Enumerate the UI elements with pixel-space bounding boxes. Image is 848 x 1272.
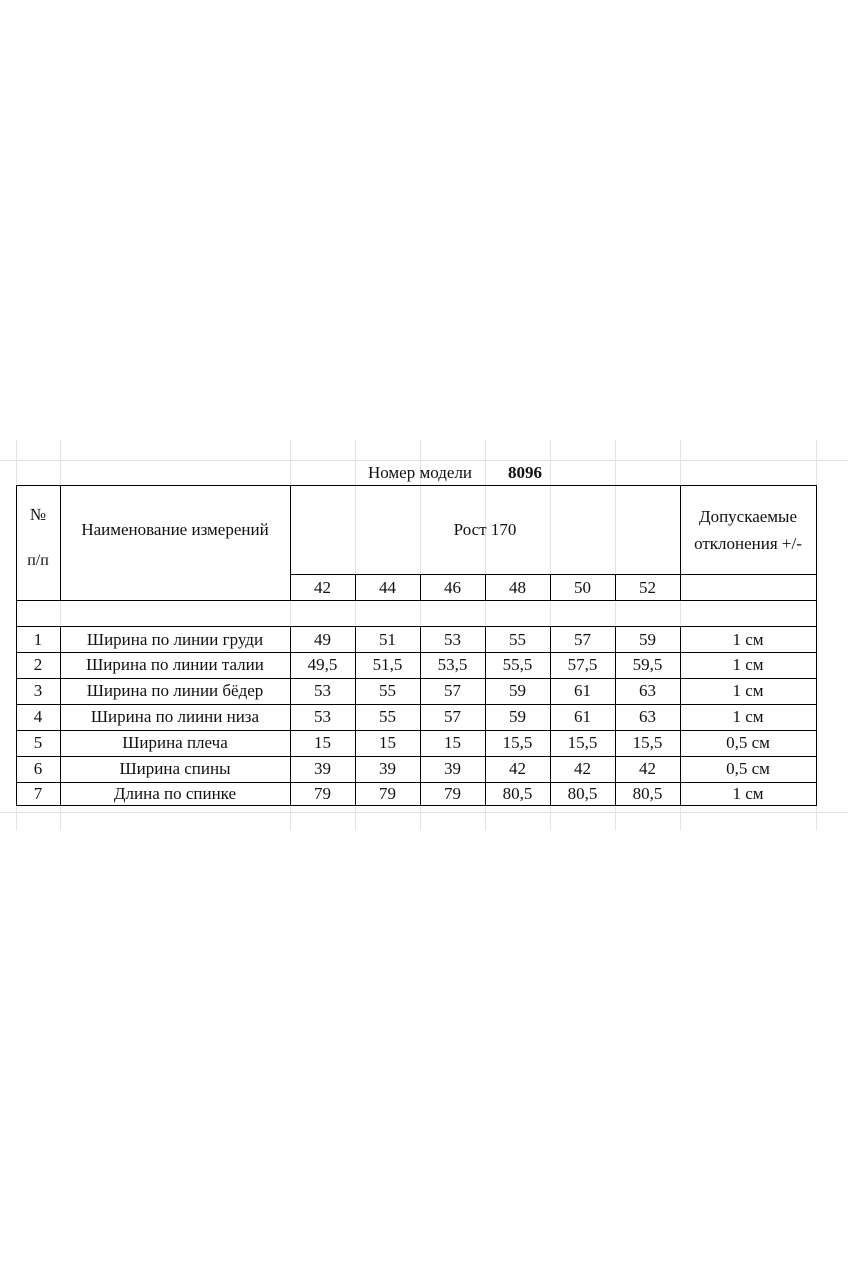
header-number-sign: №	[29, 505, 47, 525]
measurement-name: Ширина спины	[119, 759, 231, 779]
table-border	[816, 485, 817, 806]
row-number: 6	[33, 759, 43, 779]
measurement-value: 59	[639, 629, 656, 649]
measurement-value: 39	[444, 759, 461, 779]
row-number: 1	[33, 629, 43, 649]
table-border	[615, 626, 616, 806]
header-measurement-name: Наименование измерений	[81, 520, 269, 540]
table-border	[680, 485, 681, 601]
table-border	[485, 574, 486, 601]
measurement-value: 42	[639, 759, 656, 779]
table-border	[16, 678, 817, 679]
measurement-name: Ширина по линии груди	[86, 629, 264, 649]
measurement-value: 39	[314, 759, 331, 779]
table-border	[290, 626, 291, 806]
row-number: 3	[33, 681, 43, 701]
table-border	[16, 652, 817, 653]
size-header: 52	[639, 577, 656, 597]
measurement-value: 15,5	[632, 733, 663, 753]
table-border	[16, 600, 817, 601]
measurement-name: Длина по спинке	[113, 783, 237, 803]
gridline	[0, 812, 848, 813]
table-border	[355, 574, 356, 601]
table-border	[16, 626, 817, 627]
table-border	[550, 626, 551, 806]
table-border	[16, 704, 817, 705]
row-number: 2	[33, 655, 43, 675]
row-number: 5	[33, 733, 43, 753]
table-border	[16, 485, 17, 806]
table-border	[60, 485, 61, 601]
header-tolerance-line2: отклонения +/-	[694, 534, 802, 554]
table-border	[16, 782, 817, 783]
measurement-value: 55,5	[502, 655, 533, 675]
measurement-value: 51,5	[372, 655, 403, 675]
tolerance-value: 0,5 см	[726, 759, 770, 779]
measurement-value: 55	[379, 707, 396, 727]
measurement-value: 59	[509, 707, 526, 727]
tolerance-value: 1 см	[732, 655, 764, 675]
measurement-value: 15,5	[567, 733, 598, 753]
table-border	[615, 574, 616, 601]
measurement-value: 55	[379, 681, 396, 701]
tolerance-value: 1 см	[732, 681, 764, 701]
table-border	[60, 626, 61, 806]
table-border	[290, 485, 291, 601]
measurement-value: 59,5	[632, 655, 663, 675]
measurement-value: 57,5	[567, 655, 598, 675]
measurement-value: 49,5	[307, 655, 338, 675]
measurement-value: 42	[509, 759, 526, 779]
table-border	[485, 626, 486, 806]
measurement-name: Ширина плеча	[122, 733, 228, 753]
table-border	[355, 626, 356, 806]
measurement-value: 42	[574, 759, 591, 779]
measurement-value: 53	[314, 681, 331, 701]
table-border	[420, 626, 421, 806]
table-border	[420, 574, 421, 601]
measurement-value: 57	[574, 629, 591, 649]
size-header: 46	[444, 577, 461, 597]
measurement-value: 15	[444, 733, 461, 753]
tolerance-value: 1 см	[732, 707, 764, 727]
measurement-value: 61	[574, 681, 591, 701]
row-number: 4	[33, 707, 43, 727]
measurement-value: 80,5	[632, 783, 663, 803]
table-border	[290, 574, 817, 575]
table-border	[16, 756, 817, 757]
measurement-value: 49	[314, 629, 331, 649]
header-row-number: п/п	[27, 552, 49, 569]
measurement-value: 61	[574, 707, 591, 727]
model-number-value: 8096	[508, 463, 542, 483]
size-header: 44	[379, 577, 396, 597]
measurement-value: 51	[379, 629, 396, 649]
measurement-value: 79	[444, 783, 461, 803]
table-border	[680, 626, 681, 806]
tolerance-value: 0,5 см	[726, 733, 770, 753]
measurement-value: 63	[639, 707, 656, 727]
measurement-value: 15	[314, 733, 331, 753]
measurement-value: 53	[314, 707, 331, 727]
table-border	[550, 574, 551, 601]
size-header: 50	[574, 577, 591, 597]
measurement-value: 57	[444, 681, 461, 701]
header-height: Рост 170	[453, 520, 517, 540]
measurement-value: 15,5	[502, 733, 533, 753]
measurement-value: 53	[444, 629, 461, 649]
measurement-value: 57	[444, 707, 461, 727]
header-tolerance-line1: Допускаемые	[698, 507, 798, 527]
measurement-value: 15	[379, 733, 396, 753]
size-header: 48	[509, 577, 526, 597]
measurement-value: 39	[379, 759, 396, 779]
tolerance-value: 1 см	[732, 783, 764, 803]
measurement-value: 79	[379, 783, 396, 803]
table-border	[16, 730, 817, 731]
measurement-value: 59	[509, 681, 526, 701]
table-border	[16, 485, 817, 486]
measurement-value: 79	[314, 783, 331, 803]
measurement-name: Ширина по линии бёдер	[86, 681, 264, 701]
tolerance-value: 1 см	[732, 629, 764, 649]
measurement-name: Ширина по линии талии	[86, 655, 264, 675]
measurement-value: 53,5	[437, 655, 468, 675]
measurement-value: 80,5	[567, 783, 598, 803]
row-number: 7	[33, 783, 43, 803]
measurement-value: 63	[639, 681, 656, 701]
measurement-value: 55	[509, 629, 526, 649]
table-border	[16, 805, 817, 806]
size-header: 42	[314, 577, 331, 597]
measurement-name: Ширина по лиини низа	[90, 707, 260, 727]
model-number-label: Номер модели	[367, 463, 473, 483]
measurement-value: 80,5	[502, 783, 533, 803]
